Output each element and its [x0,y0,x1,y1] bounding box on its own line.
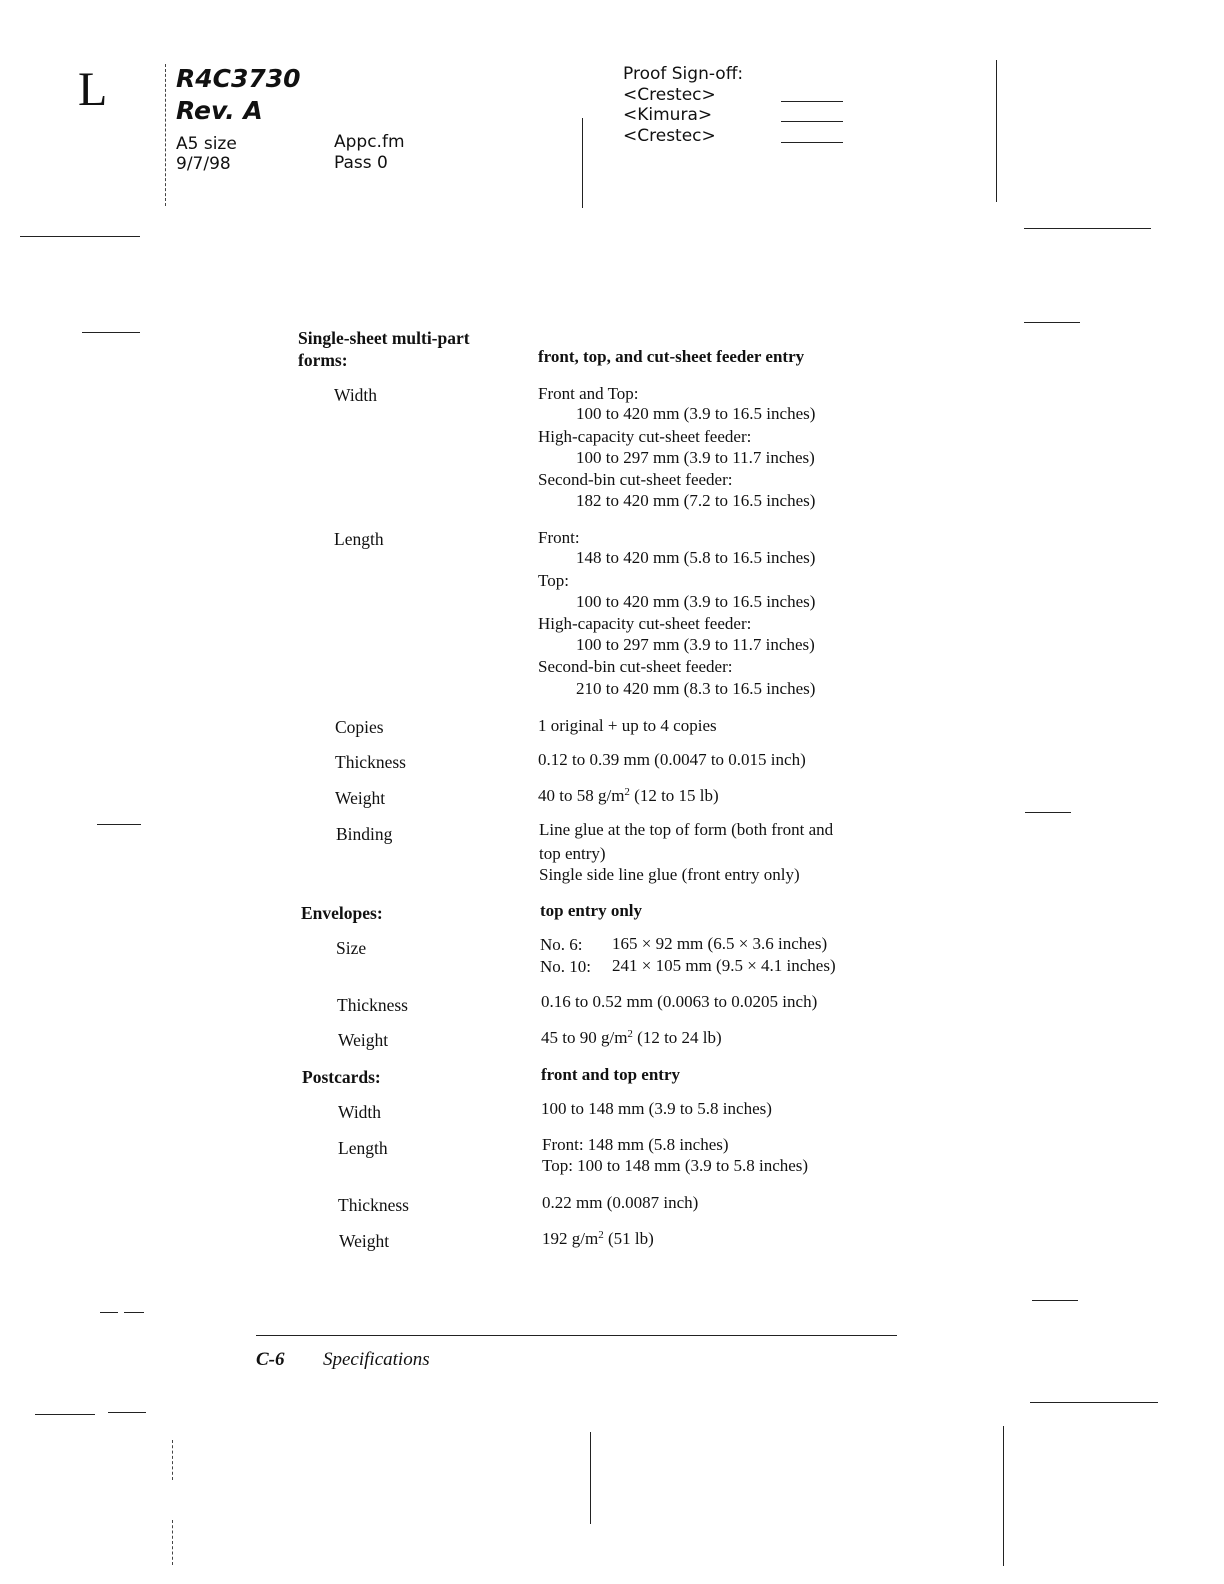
label-width: Width [334,385,378,405]
file-name: Appc.fm [334,132,405,152]
crop-mark [172,1440,173,1480]
section-heading-postcards: Postcards: [302,1067,381,1087]
value-line: Top: [538,571,569,590]
crop-mark [97,824,141,825]
value-line: High-capacity cut-sheet feeder: [538,427,752,446]
value-line: Front: [538,528,580,547]
crop-mark [1003,1426,1004,1566]
crop-mark [172,1520,173,1565]
page-number: C-6 [256,1349,285,1370]
crop-mark [590,1432,591,1524]
value-line: 148 to 420 mm (5.8 to 16.5 inches) [576,548,816,567]
weight-exponent: 2 [627,1028,633,1040]
crop-mark [82,332,140,333]
section-title: Specifications [323,1349,430,1370]
value-line: Single side line glue (front entry only) [539,865,800,884]
crop-mark [1025,812,1071,813]
value-line: 100 to 297 mm (3.9 to 11.7 inches) [576,635,815,654]
label-thickness: Thickness [337,995,408,1015]
size-no10-value: 241 × 105 mm (9.5 × 4.1 inches) [612,956,836,975]
signoff-1: <Crestec> [623,85,716,105]
value-line: Second-bin cut-sheet feeder: [538,657,733,676]
value-copies: 1 original + up to 4 copies [538,716,717,735]
weight-exponent: 2 [598,1229,604,1241]
signoff-line-3 [781,142,843,143]
crop-mark [1032,1300,1078,1301]
value-line: Line glue at the top of form (both front and [539,820,834,839]
value-weight [541,1029,722,1046]
size-no6-label: No. 6: [540,935,583,954]
postcards-entry: front and top entry [541,1065,680,1084]
header-divider-center [582,118,583,208]
weight-text: 192 g/m [542,1229,599,1248]
proof-title: Proof Sign-off: [623,64,744,84]
label-thickness: Thickness [335,752,406,772]
crop-mark [124,1312,144,1313]
label-length: Length [334,529,384,549]
value-line: Front: 148 mm (5.8 inches) [542,1135,729,1154]
revision: Rev. A [176,96,263,125]
size-no6-value: 165 × 92 mm (6.5 × 3.6 inches) [612,934,828,953]
crop-mark [20,236,140,237]
size-no10-label: No. 10: [540,957,591,976]
value-line: Top: 100 to 148 mm (3.9 to 5.8 inches) [542,1156,809,1175]
label-length: Length [338,1138,388,1158]
doc-date: 9/7/98 [176,154,231,174]
label-binding: Binding [336,824,393,844]
signoff-line-2 [781,121,843,122]
doc-code: R4C3730 [176,64,301,93]
weight-text: 40 to 58 g/m [538,786,625,805]
header-divider-right [996,60,997,202]
page-size: A5 size [176,134,237,154]
value-thickness: 0.22 mm (0.0087 inch) [542,1193,699,1212]
crop-mark [100,1312,118,1313]
crop-mark [108,1412,146,1413]
value-line: 100 to 420 mm (3.9 to 16.5 inches) [576,404,816,423]
value-thickness: 0.16 to 0.52 mm (0.0063 to 0.0205 inch) [541,992,818,1011]
value-weight [538,787,719,804]
label-copies: Copies [335,717,384,737]
signoff-3: <Crestec> [623,126,716,146]
value-line: 182 to 420 mm (7.2 to 16.5 inches) [576,491,816,510]
label-width: Width [338,1102,382,1122]
value-weight [542,1230,654,1247]
value-width: 100 to 148 mm (3.9 to 5.8 inches) [541,1099,772,1118]
weight-exponent: 2 [624,786,630,798]
label-size: Size [336,938,367,958]
crop-mark [1024,228,1151,229]
crop-mark [1030,1402,1158,1403]
value-line: 210 to 420 mm (8.3 to 16.5 inches) [576,679,816,698]
section-heading-multipart: Single-sheet multi-part [298,328,470,348]
label-weight: Weight [338,1030,389,1050]
value-line: top entry) [539,844,606,863]
value-line: Second-bin cut-sheet feeder: [538,470,733,489]
value-line: Front and Top: [538,384,639,403]
label-weight: Weight [335,788,386,808]
crop-mark [1024,322,1080,323]
section-heading-multipart-cont: forms: [298,350,348,370]
section-heading-envelopes: Envelopes: [301,903,383,923]
corner-mark: L [78,63,108,116]
multipart-entry: front, top, and cut-sheet feeder entry [538,347,805,366]
envelopes-entry: top entry only [540,901,642,920]
value-line: High-capacity cut-sheet feeder: [538,614,752,633]
value-thickness: 0.12 to 0.39 mm (0.0047 to 0.015 inch) [538,750,806,769]
crop-mark [35,1414,95,1415]
signoff-line-1 [781,101,843,102]
weight-text-post: (12 to 24 lb) [632,1028,722,1047]
pass-number: Pass 0 [334,153,388,173]
weight-text: 45 to 90 g/m [541,1028,628,1047]
label-thickness: Thickness [338,1195,409,1215]
footer-rule [256,1335,897,1336]
value-line: 100 to 420 mm (3.9 to 16.5 inches) [576,592,816,611]
signoff-2: <Kimura> [623,105,713,125]
header-divider-left [165,64,166,206]
value-line: 100 to 297 mm (3.9 to 11.7 inches) [576,448,815,467]
weight-text-post: (51 lb) [603,1229,654,1248]
weight-text-post: (12 to 15 lb) [629,786,719,805]
label-weight: Weight [339,1231,390,1251]
